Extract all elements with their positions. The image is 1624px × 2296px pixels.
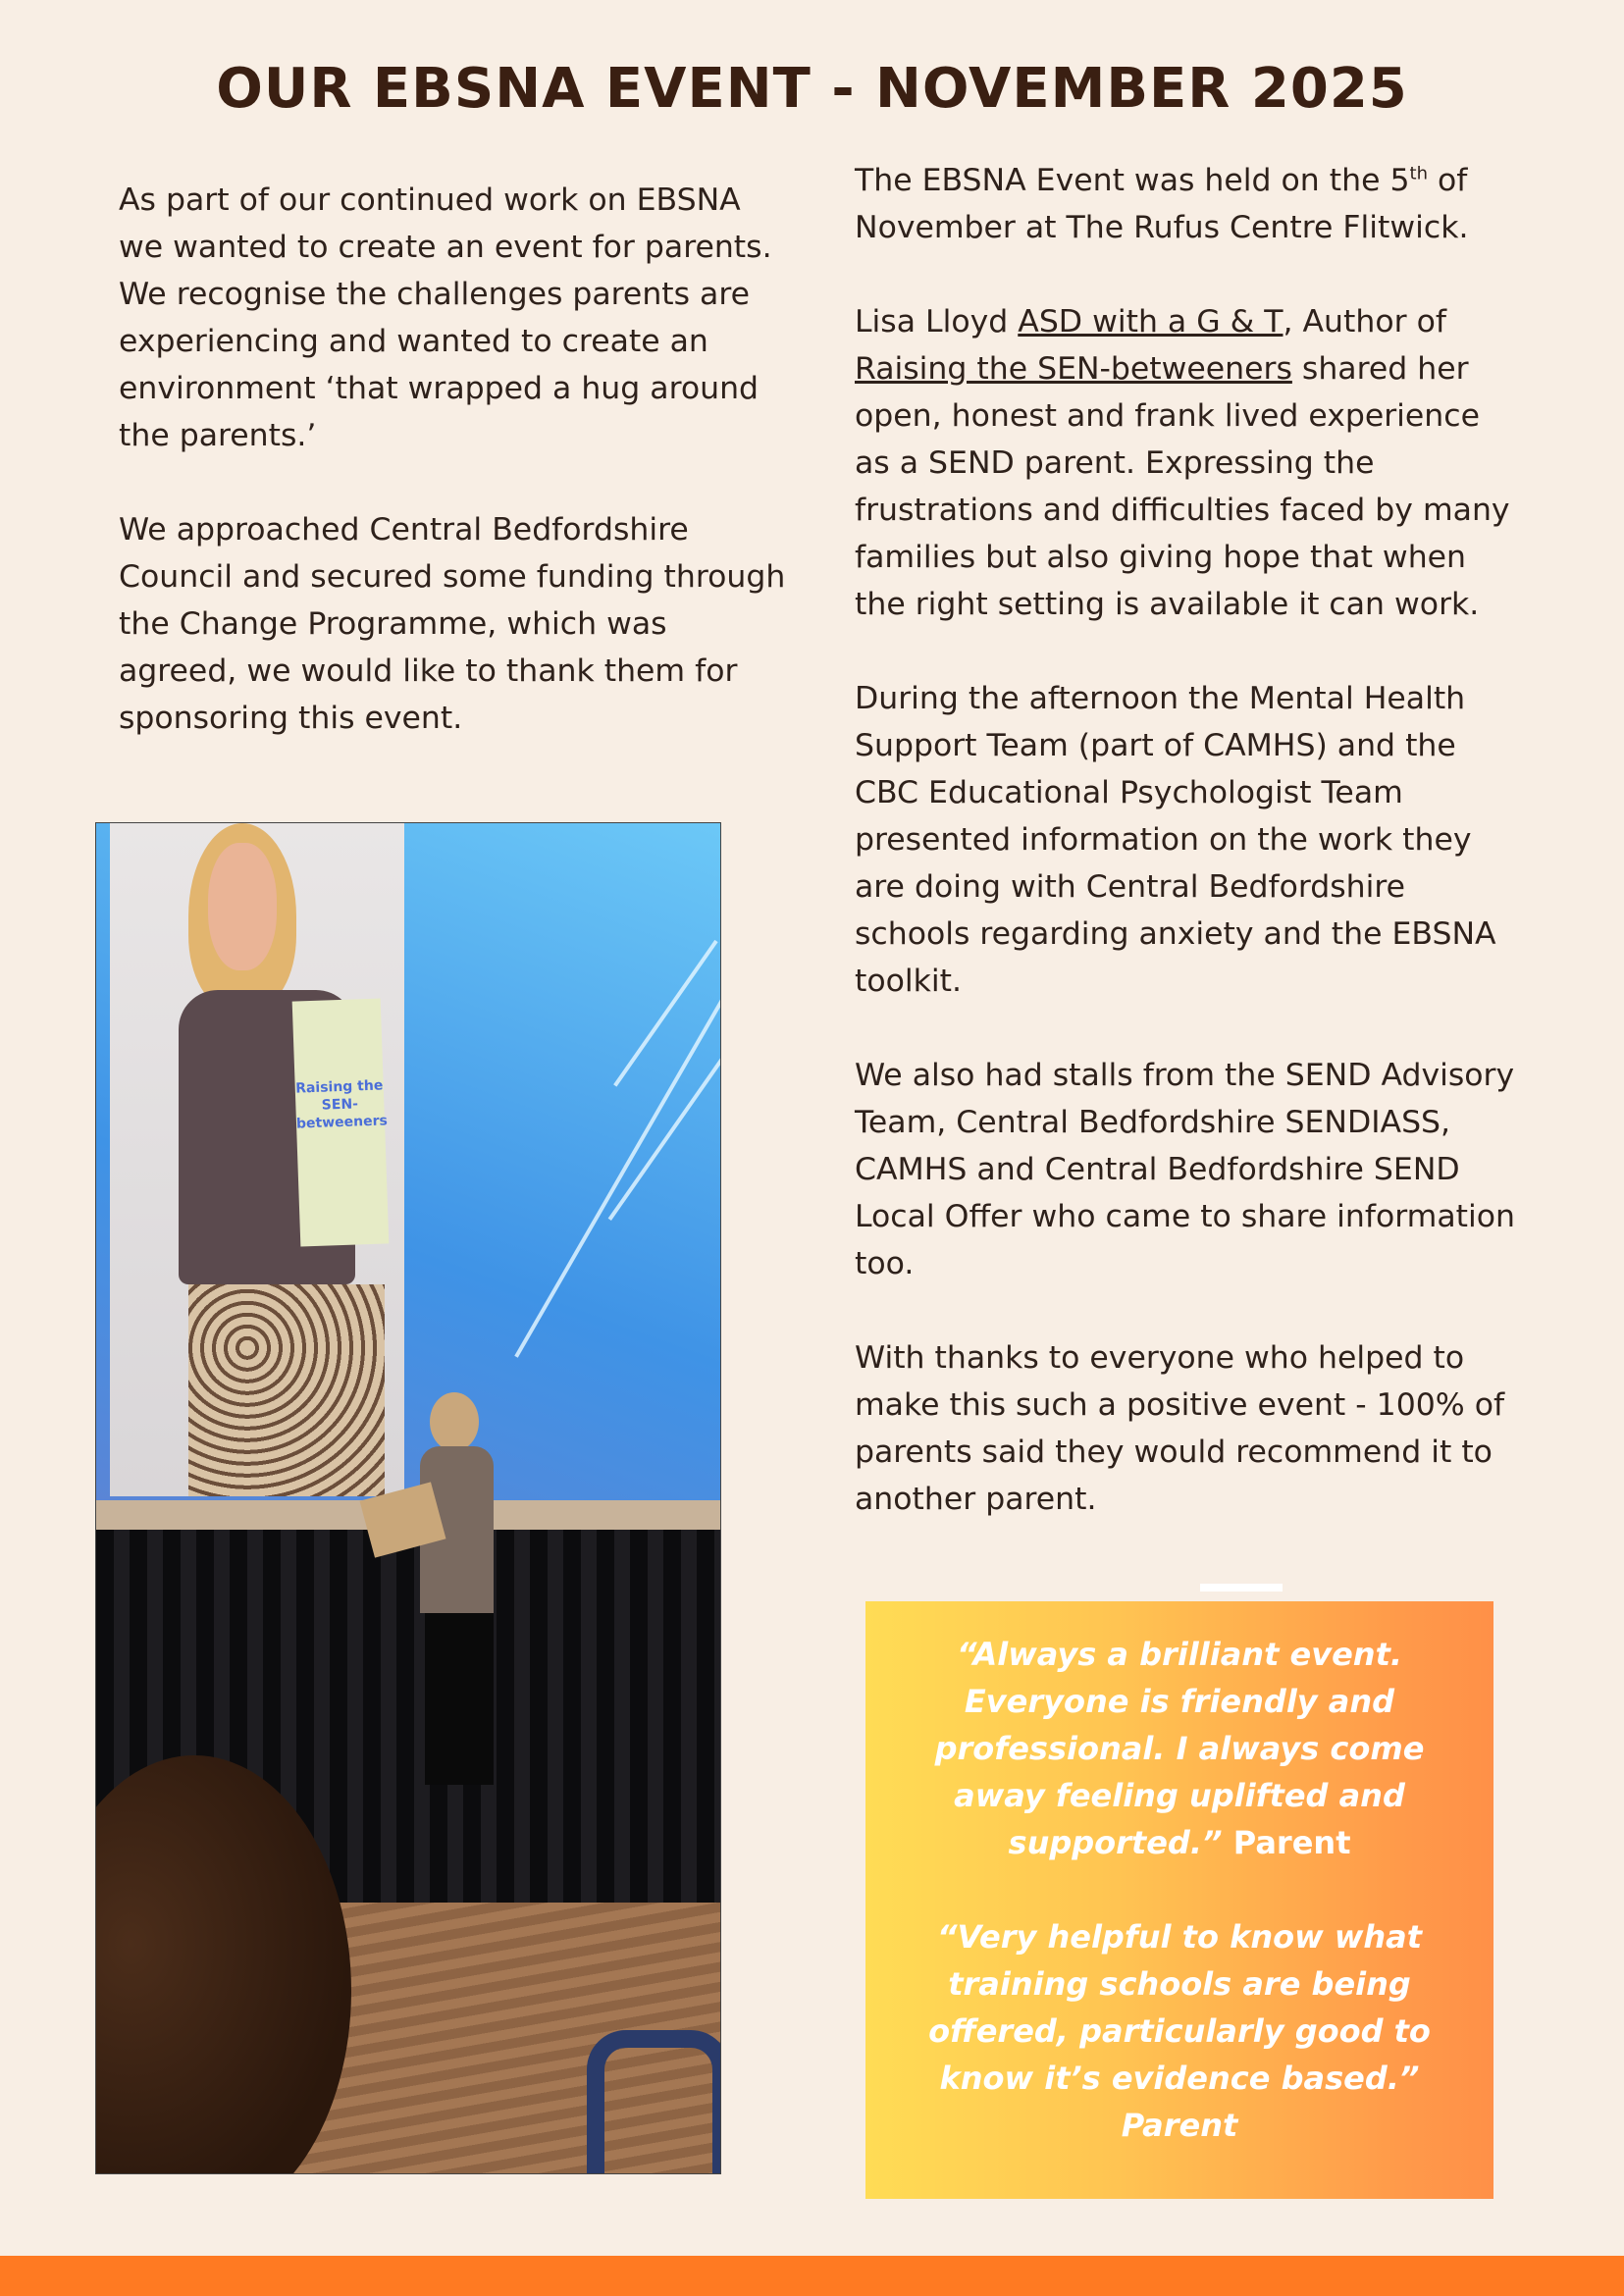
text: of November at The Rufus Centre Flitwick. bbox=[855, 163, 1469, 245]
event-date-paragraph bbox=[855, 157, 1522, 251]
superscript: th bbox=[1409, 163, 1428, 184]
testimonial-attribution: Parent bbox=[1232, 1824, 1351, 1861]
testimonial bbox=[924, 1631, 1435, 1866]
poster-skirt bbox=[188, 1284, 385, 1496]
text: The EBSNA Event was held on the 5 bbox=[855, 163, 1410, 198]
testimonials-box bbox=[865, 1601, 1493, 2199]
event-photo bbox=[95, 822, 721, 2174]
testimonial-attribution: Parent bbox=[1121, 2107, 1238, 2144]
intro-paragraph: As part of our continued work on EBSNA we wanted to create an event for parents. We recognise the challenges parents are experiencing and wanted to create an environment ‘that wrapped a hug around the parents.’ bbox=[119, 183, 772, 453]
speaker-paragraph bbox=[855, 298, 1522, 628]
text: shared her open, honest and frank lived experience as a SEND parent. Expressing the frustrations and difficulties faced by many families but also giving hope that when the right setting is available it can work. bbox=[855, 351, 1510, 622]
speaker-skirt bbox=[425, 1613, 494, 1785]
footer-bar bbox=[0, 2256, 1624, 2296]
presentations-paragraph: During the afternoon the Mental Health Support Team (part of CAMHS) and the CBC Educational Psychologist Team presented information on the work they are doing with Central Bedfordshire schools regarding anxiety and the EBSNA toolkit. bbox=[855, 681, 1496, 999]
link-raising-the-sen-betweeners[interactable]: Raising the SEN-betweeners bbox=[855, 351, 1292, 387]
poster-face bbox=[208, 843, 277, 970]
testimonial-text: “Very helpful to know what training schools are being offered, particularly good to know it’s evidence based.” bbox=[928, 1918, 1431, 2097]
speaker bbox=[420, 1392, 489, 1785]
text: Lisa Lloyd bbox=[855, 304, 1019, 339]
stalls-paragraph: We also had stalls from the SEND Advisory Team, Central Bedfordshire SENDIASS, CAMHS and Central Bedfordshire SEND Local Offer who came to share information too. bbox=[855, 1058, 1515, 1281]
thanks-paragraph: With thanks to everyone who helped to make this such a positive event - 100% of parents said they would recommend it to another parent. bbox=[855, 1340, 1505, 1517]
poster bbox=[110, 823, 404, 1496]
light-streak bbox=[608, 1058, 721, 1221]
text: , Author of bbox=[1283, 304, 1446, 339]
light-streak bbox=[514, 999, 721, 1358]
light-streak bbox=[613, 940, 718, 1087]
book-title: Raising the SEN-betweeners bbox=[294, 1077, 389, 1132]
link-asd-with-a-g-t[interactable]: ASD with a G & T bbox=[1018, 304, 1283, 339]
chair bbox=[587, 2030, 721, 2174]
funding-paragraph: We approached Central Bedfordshire Council and secured some funding through the Change Programme, which was agreed, we would like to thank them for sponsoring this event. bbox=[119, 512, 786, 736]
projector-screen bbox=[96, 823, 720, 1500]
page-title: OUR EBSNA EVENT - NOVEMBER 2025 bbox=[216, 57, 1408, 121]
book-cover bbox=[292, 999, 390, 1247]
right-column bbox=[855, 157, 1522, 1570]
speaker-head bbox=[430, 1392, 479, 1451]
testimonial bbox=[924, 1913, 1435, 2149]
testimonial-text: “Always a brilliant event. Everyone is friendly and professional. I always come away feeling uplifted and supported.” bbox=[934, 1636, 1425, 1861]
left-column bbox=[119, 177, 786, 789]
quote-tab bbox=[1200, 1584, 1283, 1592]
